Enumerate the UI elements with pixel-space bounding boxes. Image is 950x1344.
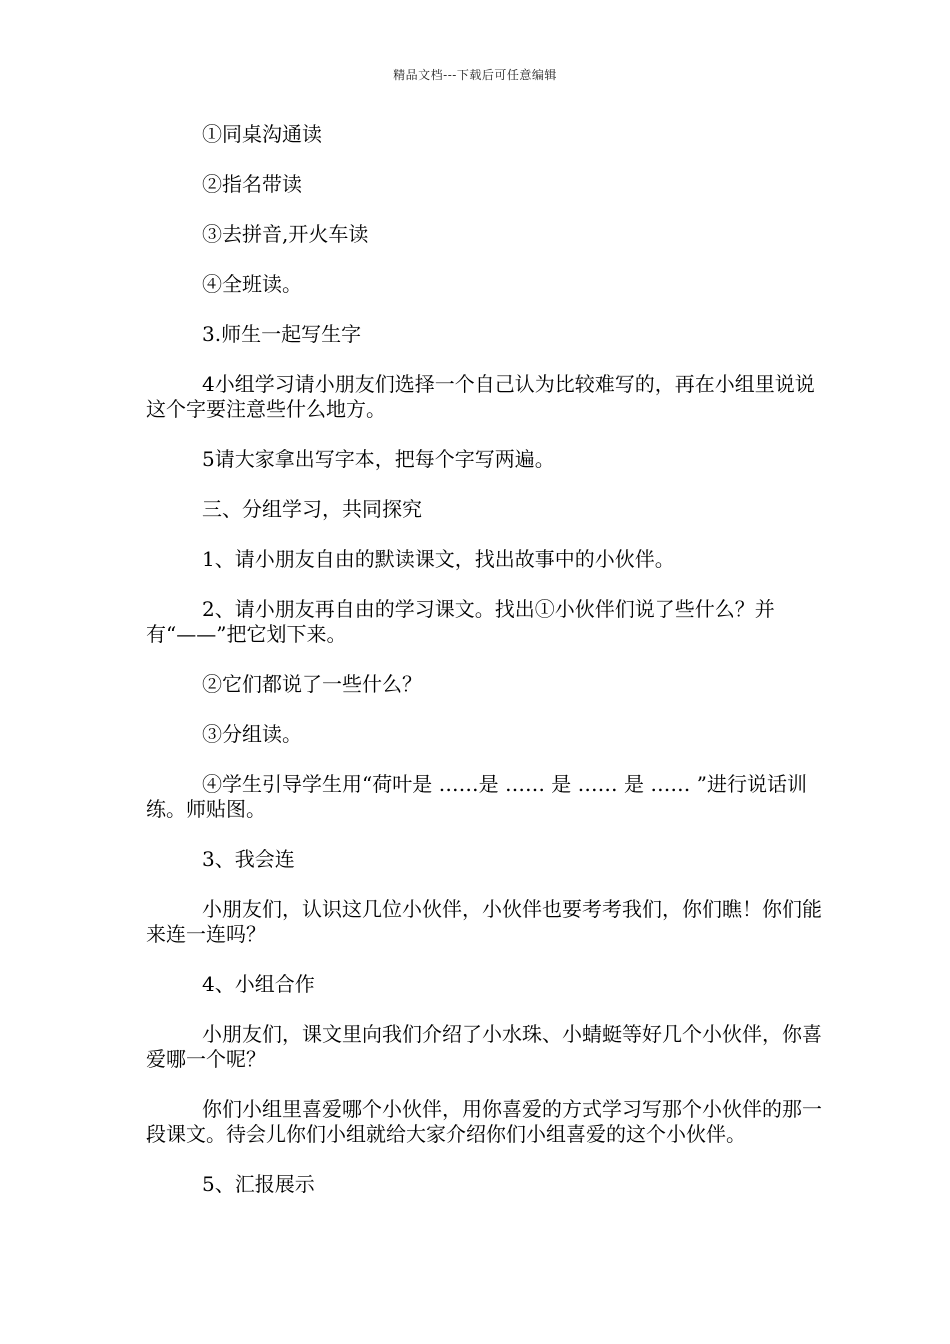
task-silent-reading: 1、请小朋友自由的默读课文，找出故事中的小伙伴。: [202, 547, 675, 571]
section-group-cooperation: 4、小组合作: [202, 972, 315, 996]
step-class-reading: ④全班读。: [202, 272, 302, 296]
step-train-reading: ③去拼音,开火车读: [202, 222, 369, 246]
task-free-study: 2、请小朋友再自由的学习课文。找出①小伙伴们说了些什么？并有“——”把它划下来。: [146, 597, 775, 646]
section-writing-practice: 5请大家拿出写字本，把每个字写两遍。: [202, 447, 555, 471]
section-matching: 3、我会连: [202, 847, 295, 871]
section-heading-group-learning: 三、分组学习，共同探究: [202, 497, 422, 521]
matching-instructions: 小朋友们，认识这几位小伙伴，小伙伴也要考考我们，你们瞧！你们能来连一连吗？: [146, 897, 822, 946]
section-report-presentation: 5、汇报展示: [202, 1172, 315, 1196]
step-named-lead-reading: ②指名带读: [202, 172, 302, 196]
task-what-they-said: ②它们都说了一些什么？: [202, 672, 422, 696]
task-speaking-training: ④学生引导学生用“荷叶是 ……是 …… 是 …… 是 …… ”进行说话训练。师贴图。: [146, 772, 807, 821]
step-partner-reading: ①同桌沟通读: [202, 122, 322, 146]
section-group-study: 4小组学习请小朋友们选择一个自己认为比较难写的，再在小组里说说这个字要注意些什么地方。: [146, 372, 815, 421]
document-body: [146, 122, 826, 1222]
cooperation-instructions: 你们小组里喜爱哪个小伙伴，用你喜爱的方式学习写那个小伙伴的那一段课文。待会儿你们小组就给大家介绍你们小组喜爱的这个小伙伴。: [146, 1097, 822, 1146]
section-write-characters: 3.师生一起写生字: [202, 322, 362, 346]
cooperation-question: 小朋友们，课文里向我们介绍了小水珠、小蜻蜓等好几个小伙伴，你喜爱哪一个呢？: [146, 1022, 822, 1071]
page-header: 精品文档---下载后可任意编辑: [393, 68, 557, 82]
task-group-reading: ③分组读。: [202, 722, 302, 746]
